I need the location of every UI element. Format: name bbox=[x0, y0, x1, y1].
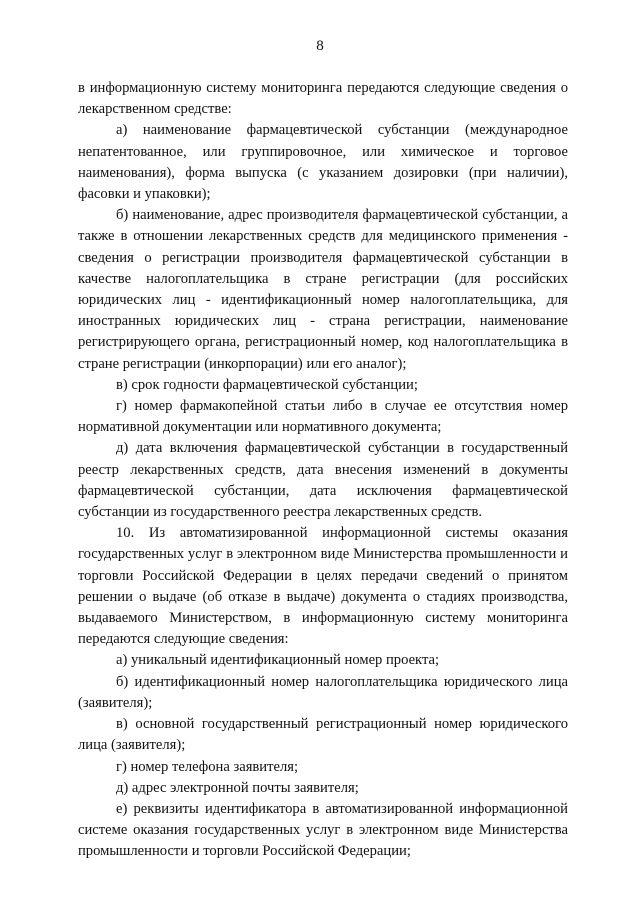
paragraph-item-d: д) дата включения фармацевтической субстанции в государственный реестр лекарственных средств, дата внесения изменений в документы фармацевтической субстанции, дата исключения фармацевтической субстанции из государственного реестра лекарственных средств. bbox=[78, 440, 568, 521]
document-body bbox=[78, 78, 568, 863]
paragraph-10-item-e: е) реквизиты идентификатора в автоматизированной информационной системе оказания государственных услуг в электронном виде Министерства промышленности и торговли Российской Федерации; bbox=[78, 800, 568, 860]
paragraph-item-g: г) номер фармакопейной статьи либо в случае ее отсутствия номер нормативной документации или нормативного документа; bbox=[78, 398, 568, 436]
paragraph-section-10: 10. Из автоматизированной информационной системы оказания государственных услуг в электронном виде Министерства промышленности и торговли Российской Федерации в целях передачи сведений о принятом решении о выдаче (об отказе в выдаче) документа о стадиях производства, выдаваемого Министерством, в информационную систему мониторинга передаются следующие сведения: bbox=[78, 525, 568, 648]
paragraph-item-a: а) наименование фармацевтической субстанции (международное непатентованное, или группировочное, или химическое и торговое наименования), форма выпуска (с указанием дозировки (при наличии), фасовки и упаковки); bbox=[78, 122, 568, 203]
paragraph-10-item-a: а) уникальный идентификационный номер проекта; bbox=[116, 652, 440, 669]
paragraph-10-item-v: в) основной государственный регистрационный номер юридического лица (заявителя); bbox=[78, 716, 568, 754]
paragraph-item-b: б) наименование, адрес производителя фармацевтической субстанции, а также в отношении лекарственных средств для медицинского применения - сведения о регистрации производителя фармацевтической субстанции в качестве налогоплательщика в стране регистрации (для российских юридических лиц - идентификационный номер налогоплательщика, для иностранных юридических лиц - страна регистрации, наименование регистрирующего органа, регистрационный номер, код налогоплательщика в стране регистрации (инкорпорации) или его аналог); bbox=[78, 207, 568, 372]
paragraph-10-item-b: б) идентификационный номер налогоплательщика юридического лица (заявителя); bbox=[78, 673, 568, 711]
paragraph-10-item-d: д) адрес электронной почты заявителя; bbox=[116, 779, 359, 796]
paragraph-intro: в информационную систему мониторинга передаются следующие сведения о лекарственном средстве: bbox=[78, 80, 568, 118]
page-number: 8 bbox=[316, 38, 324, 54]
paragraph-item-v: в) срок годности фармацевтической субстанции; bbox=[116, 376, 418, 393]
paragraph-10-item-g: г) номер телефона заявителя; bbox=[116, 758, 299, 775]
